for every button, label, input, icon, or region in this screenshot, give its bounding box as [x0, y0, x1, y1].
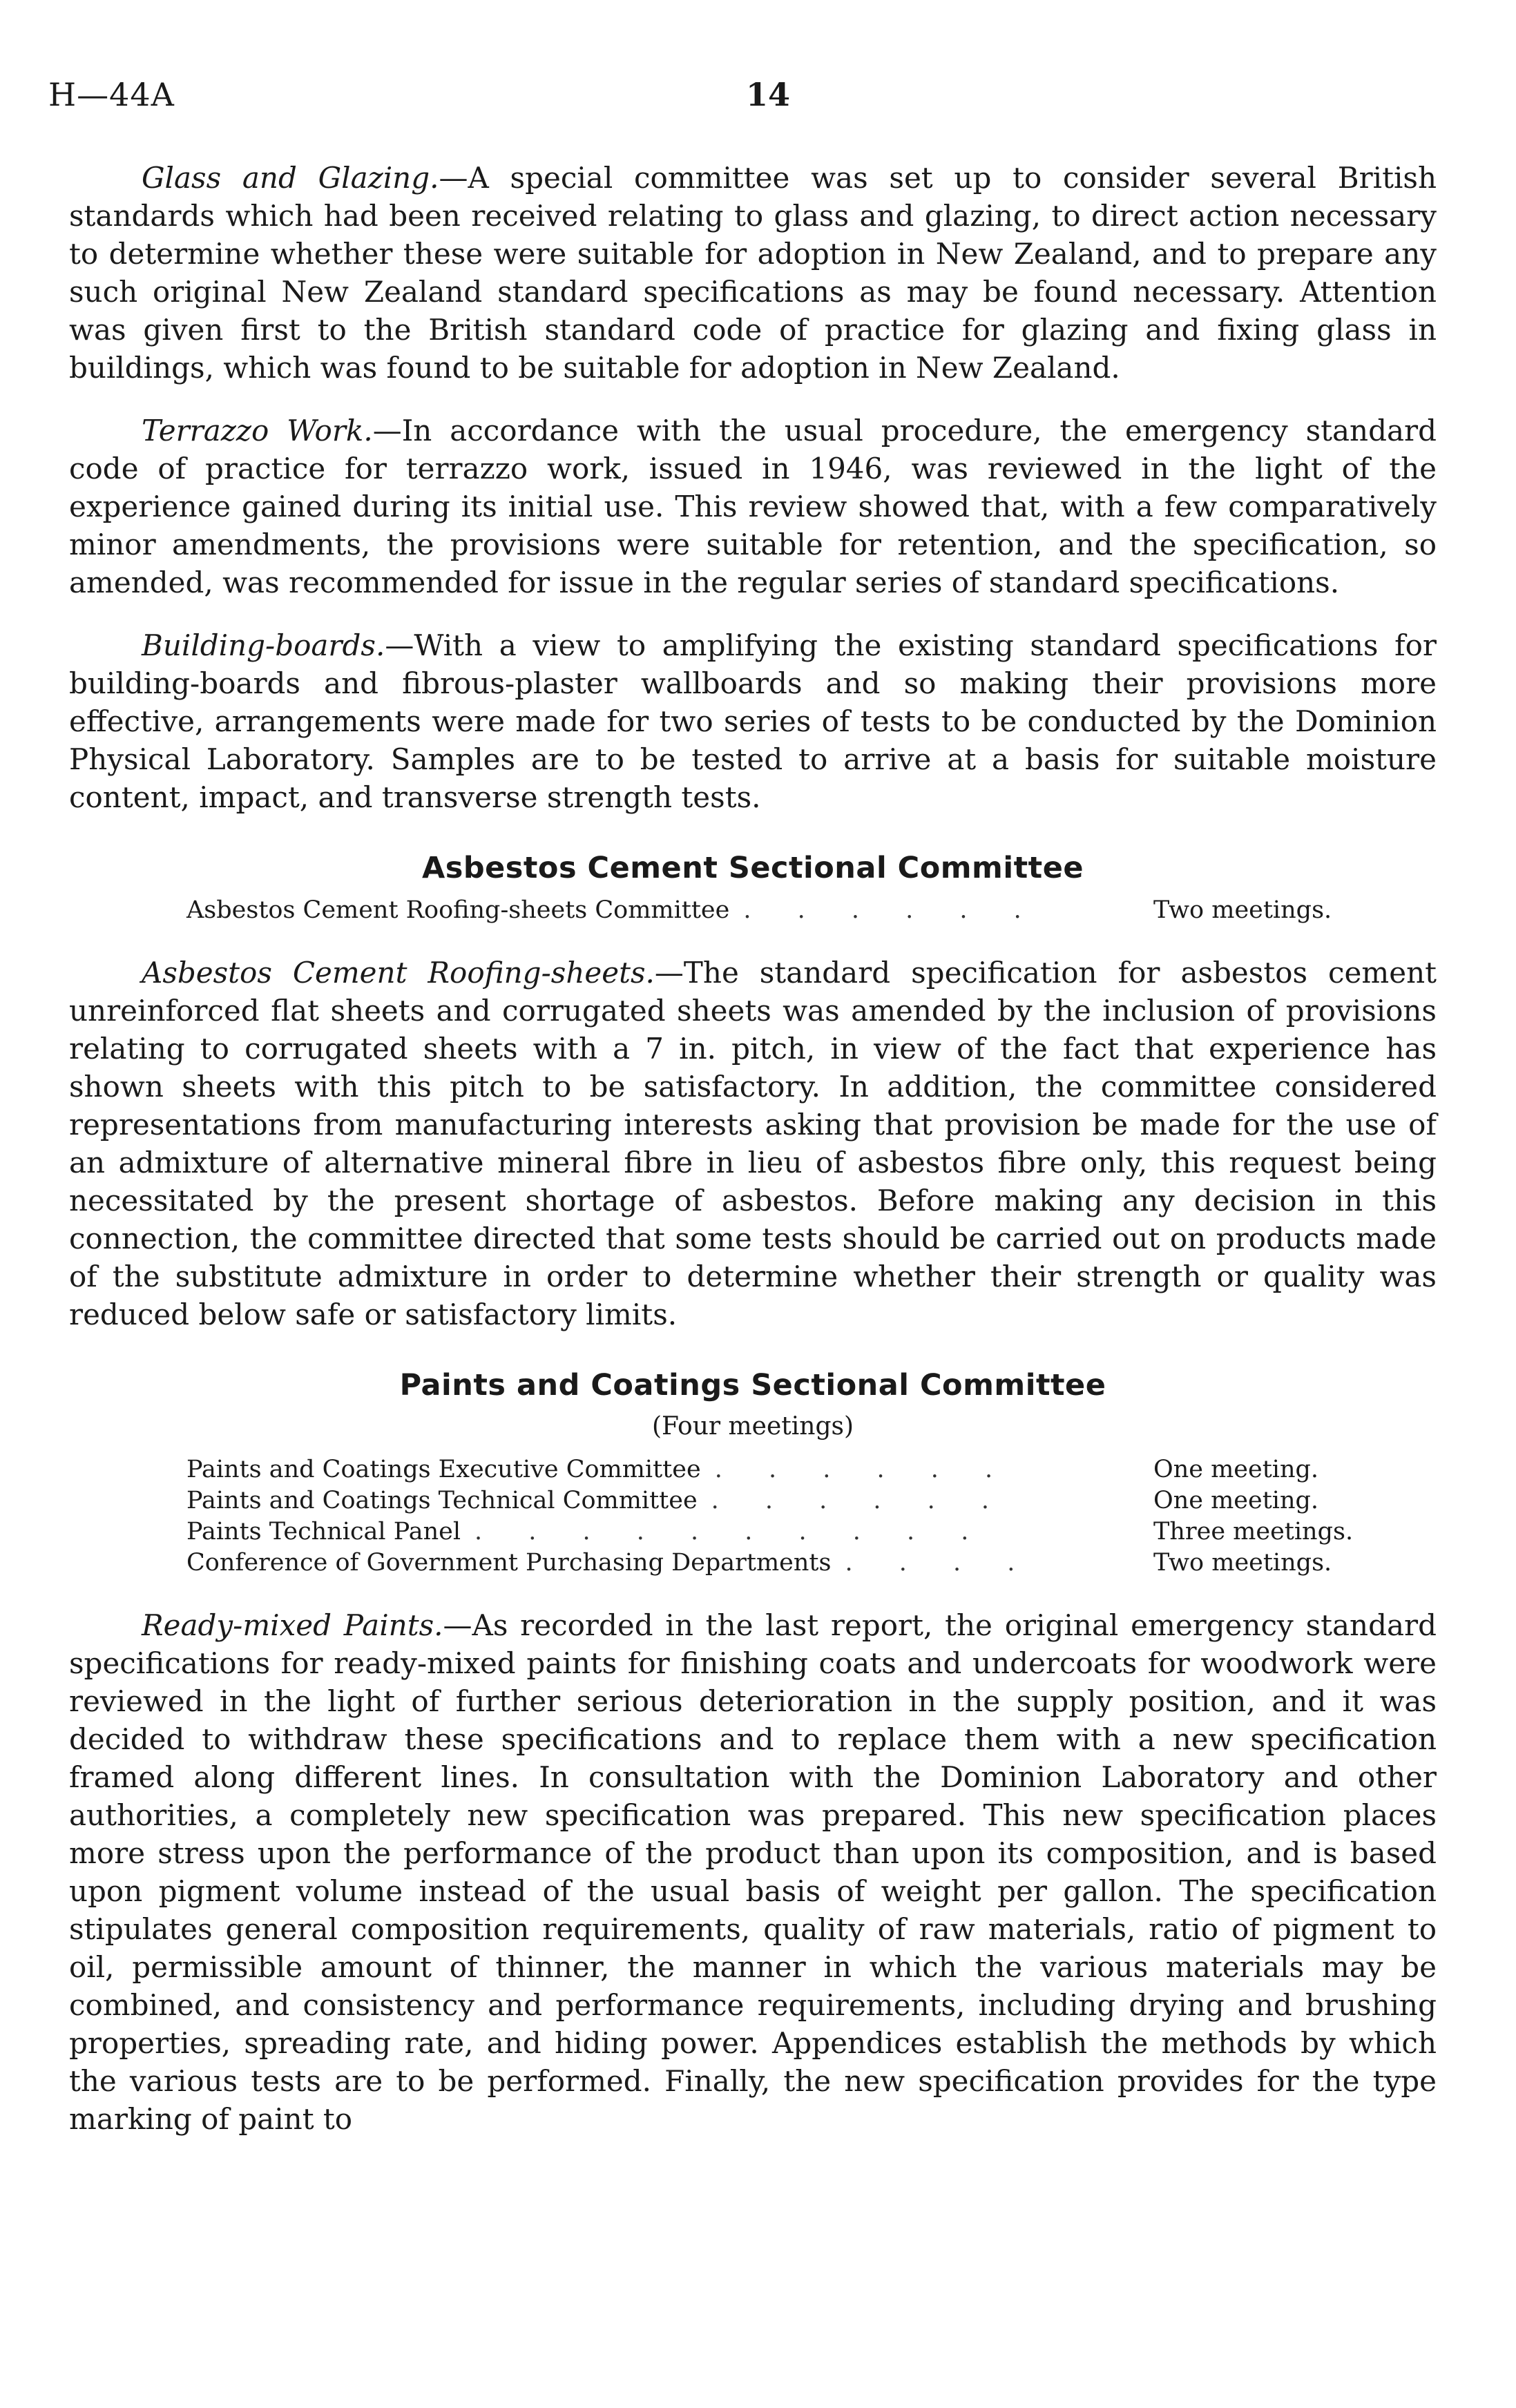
- committee-meetings: Two meetings.: [1153, 896, 1332, 924]
- committee-meetings: One meeting.: [1153, 1487, 1319, 1514]
- paragraph-lead: Terrazzo Work.: [142, 414, 373, 447]
- paragraph-asbestos-roofing-sheets: [69, 954, 1437, 1333]
- paragraph-text: —In accordance with the usual procedure, the emergency standard code of practice for terrazzo work, issued in 1946, was reviewed in the light of the experience gained during its initial use. This review showed that, with a few comparatively minor amendments, the provisions were suitable for retention, and the specification, so amended, was recommended for issue in the regular series of standard specifications.: [69, 414, 1437, 599]
- page-content: [69, 159, 1437, 2163]
- committee-meetings: Two meetings.: [1153, 1549, 1332, 1577]
- asbestos-section-heading: Asbestos Cement Sectional Committee: [421, 851, 1084, 885]
- paints-committee-list: [186, 1454, 1361, 1579]
- committee-name: Paints Technical Panel: [186, 1518, 461, 1545]
- paragraph-text: —A special committee was set up to consider several British standards which had been received relating to glass and glazing, to direct action necessary to determine whether these were suitable for adoption in New Zealand, and to prepare any such original New Zealand standard specifications as may be found necessary. Attention was given first to the British standard code of practice for glazing and fixing glass in buildings, which was found to be suitable for adoption in New Zealand.: [69, 161, 1437, 385]
- paragraph-lead: Ready-mixed Paints.: [142, 1608, 443, 1642]
- paragraph-lead: Building-boards.: [142, 628, 385, 662]
- paragraph-terrazzo-work: [69, 412, 1437, 601]
- paragraph-text: —As recorded in the last report, the original emergency standard specifications for ready-mixed paints for finishing coats and undercoats for woodwork were reviewed in the light of further serious deterioration in the supply position, and it was decided to withdraw these specifications and to replace them with a new specification framed along different lines. In consultation with the Dominion Laboratory and other authorities, a completely new specification was prepared. This new specification places more stress upon the performance of the product than upon its composition, and is based upon pigment volume instead of the usual basis of weight per gallon. The specification stipulates general composition requirements, quality of raw materials, ratio of pigment to oil, permissible amount of thinner, the manner in which the various materials may be combined, and consistency and performance requirements, including drying and brushing properties, spreading rate, and hiding power. Appendices establish the methods by which the various tests are to be performed. Finally, the new specification provides for the type marking of paint to: [69, 1608, 1437, 2136]
- paragraph-building-boards: [69, 626, 1437, 816]
- page-number: 14: [746, 76, 791, 113]
- paragraph-glass-glazing: [69, 159, 1437, 387]
- paragraph-text: —The standard specification for asbestos cement unreinforced flat sheets and corrugated sheets was amended by the inclusion of provisions relating to corrugated sheets with a 7 in. pitch, in view of the fact that experience has shown sheets with this pitch to be satisfactory. In addition, the committee considered representations from manufacturing interests asking that provision be made for the use of an admixture of alternative mineral fibre in lieu of asbestos fibre only, this request being necessitated by the present shortage of asbestos. Before making any decision in this connection, the committee directed that some tests should be carried out on products made of the substitute admixture in order to determine whether their strength or quality was reduced below safe or satisfactory limits.: [69, 956, 1437, 1331]
- committee-name: Paints and Coatings Technical Committee: [186, 1487, 698, 1514]
- page-header: [48, 76, 1485, 117]
- leader-dots: . . . . . .: [743, 896, 1041, 924]
- leader-dots: . . . . . . . . . .: [474, 1518, 988, 1545]
- paragraph-ready-mixed-paints: [69, 1606, 1437, 2138]
- asbestos-committee-list: [186, 895, 1361, 926]
- committee-name: Asbestos Cement Roofing-sheets Committee: [186, 896, 730, 924]
- leader-dots: . . . . . .: [714, 1456, 1013, 1483]
- committee-row: [186, 895, 1361, 926]
- committee-meetings: One meeting.: [1153, 1456, 1319, 1483]
- document-reference: H—44A: [48, 76, 175, 113]
- leader-dots: . . . . . .: [711, 1487, 1009, 1514]
- paragraph-text: —With a view to amplifying the existing standard specifications for building-boards and fibrous-plaster wallboards and so making their provisions more effective, arrangements were made for two series of tests to be conducted by the Dominion Physical Laboratory. Samples are to be tested to arrive at a basis for suitable moisture content, impact, and transverse strength tests.: [69, 628, 1437, 814]
- committee-name: Paints and Coatings Executive Committee: [186, 1456, 701, 1483]
- paints-section-heading: Paints and Coatings Sectional Committee: [399, 1368, 1106, 1403]
- leader-dots: . . . .: [845, 1549, 1035, 1577]
- paints-meetings-note: (Four meetings): [651, 1412, 854, 1441]
- paragraph-lead: Asbestos Cement Roofing-sheets.: [142, 956, 655, 990]
- committee-row: [186, 1516, 1361, 1548]
- committee-row: [186, 1548, 1361, 1579]
- paragraph-lead: Glass and Glazing.: [142, 161, 439, 195]
- committee-name: Conference of Government Purchasing Departments: [186, 1549, 832, 1577]
- committee-meetings: Three meetings.: [1153, 1518, 1354, 1545]
- committee-row: [186, 1485, 1361, 1516]
- committee-row: [186, 1454, 1361, 1485]
